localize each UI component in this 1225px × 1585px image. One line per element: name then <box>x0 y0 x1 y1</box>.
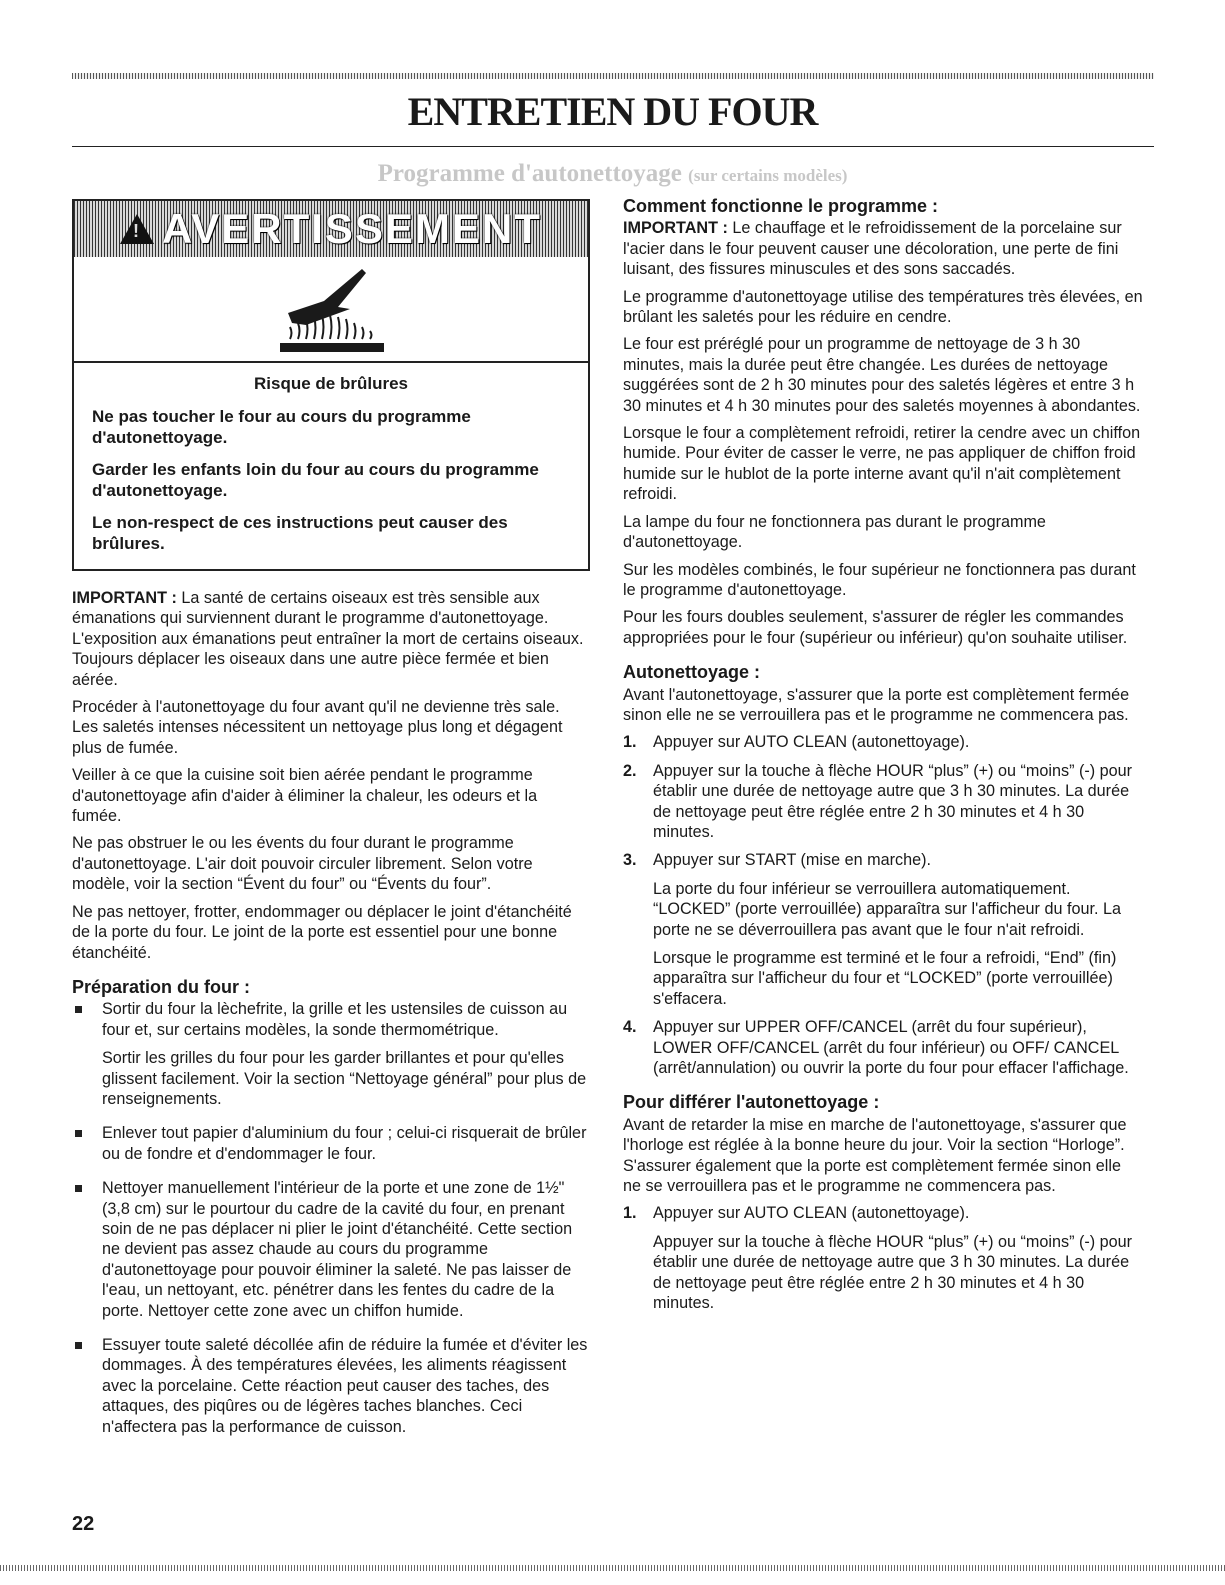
paragraph: Ne pas nettoyer, frotter, endommager ou déplacer le joint d'étanchéité de la porte du four. Le joint de la porte est essentiel pour une bonne étanchéité. <box>72 902 572 962</box>
warning-risk: Risque de brûlures <box>254 374 408 393</box>
list-item-text: Sortir du four la lèchefrite, la grille et les ustensiles de cuisson au four et, sur certains modèles, la sonde thermométrique. <box>102 1000 568 1039</box>
step-text: Appuyer sur AUTO CLEAN (autonettoyage). <box>653 1204 970 1223</box>
list-item-extra: Sortir les grilles du four pour les garder brillantes et pour qu'elles glissent facilement. Voir la section “Nettoyage général” pour plus de renseignements. <box>102 1049 587 1108</box>
paragraph: La lampe du four ne fonctionnera pas durant le programme d'autonettoyage. <box>623 512 1046 552</box>
step-item <box>623 1203 1143 1313</box>
list-item <box>72 1178 590 1321</box>
paragraph: Le programme d'autonettoyage utilise des températures très élevées, en brûlant les saletés pour les réduire en cendre. <box>623 287 1143 327</box>
step-item <box>623 850 1143 1009</box>
section-subtitle: (sur certains modèles) <box>688 166 848 185</box>
list-item <box>72 1335 590 1437</box>
important-text: La santé de certains oiseaux est très sensible aux émanations qui surviennent durant le programme d'autonettoyage. L'exposition aux émanations peut entraîner la mort de certains oiseaux. Toujours déplacer les oiseaux dans une autre pièce fermée et bien aérée. <box>72 589 584 689</box>
delay-intro: Avant de retarder la mise en marche de l'autonettoyage, s'assurer que l'horloge est réglée à la bonne heure du jour. Voir la section “Horloge”. S'assurer également que la porte est complètement fermée sinon elle ne se verrouillera pas et le programme ne commencera pas. <box>623 1115 1127 1196</box>
hand-burn-icon <box>266 263 396 355</box>
step-extra: La porte du four inférieur se verrouillera automatiquement. “LOCKED” (porte verrouillée) apparaîtra sur l'afficheur du four. La porte ne se déverrouillera pas avant que le four n'ait refroidi. <box>653 879 1121 939</box>
warning-triangle-icon: ! <box>120 214 154 244</box>
step-item <box>623 1017 1143 1078</box>
section-title <box>0 160 1225 188</box>
delay-steps <box>623 1203 1143 1313</box>
step-text: Appuyer sur la touche à flèche HOUR “plus” (+) ou “moins” (-) pour établir une durée de nettoyage autre que 3 h 30 minutes. La durée de nettoyage peut être réglée entre 2 h 30 minutes et 4 h 30 minutes. <box>653 761 1133 841</box>
step-number: 2. <box>623 761 637 780</box>
step-number: 1. <box>623 733 637 752</box>
warning-line-2: Garder les enfants loin du four au cours du programme d'autonettoyage. <box>92 460 539 500</box>
page-number: 22 <box>72 1513 95 1535</box>
auto-intro: Avant l'autonettoyage, s'assurer que la porte est complètement fermée sinon elle ne se verrouillera pas et le programme ne commencera pas. <box>623 685 1130 724</box>
warning-line-1: Ne pas toucher le four au cours du programme d'autonettoyage. <box>92 407 471 447</box>
step-number: 4. <box>623 1018 637 1037</box>
list-item <box>72 1123 590 1164</box>
how-important <box>623 218 1143 279</box>
step-extra: Appuyer sur la touche à flèche HOUR “plus” (+) ou “moins” (-) pour établir une durée de nettoyage autre que 3 h 30 minutes. La durée de nettoyage peut être réglée entre 2 h 30 minutes et 4 h 30 minutes. <box>653 1232 1133 1313</box>
paragraph: Lorsque le four a complètement refroidi, retirer la cendre avec un chiffon humide. Pour éviter de casser le verre, ne pas appliquer de chiffon froid humide sur le hublot de la porte interne avant qu'il n'ait complètement refroidi. <box>623 424 1141 504</box>
paragraph: Le four est préréglé pour un programme de nettoyage de 3 h 30 minutes, mais la durée peut être changée. Les durées de nettoyage suggérées sont de 2 h 30 minutes pour des saletés légères et entre 3 h 30 minutes et 4 h 30 minutes pour des saletés moyennes à abondantes. <box>623 335 1141 415</box>
list-item <box>72 999 590 1109</box>
step-item <box>623 732 1143 752</box>
how-important-label: IMPORTANT : <box>623 219 728 238</box>
paragraph: Pour les fours doubles seulement, s'assurer de régler les commandes appropriées pour le four (supérieur ou inférieur) qu'on souhaite utiliser. <box>623 608 1128 647</box>
warning-header-text: AVERTISSEMENT <box>162 205 542 252</box>
auto-heading: Autonettoyage : <box>623 662 760 683</box>
warning-box <box>72 199 590 571</box>
section-title-text: Programme d'autonettoyage <box>377 160 682 187</box>
paragraph: Veiller à ce que la cuisine soit bien aérée pendant le programme d'autonettoyage afin d'aider à éliminer la chaleur, les odeurs et la fumée. <box>72 766 538 826</box>
page-title: ENTRETIEN DU FOUR <box>407 89 818 134</box>
important-note <box>72 588 590 690</box>
title-divider <box>72 146 1154 147</box>
step-number: 1. <box>623 1204 637 1223</box>
right-column <box>623 196 1143 1322</box>
paragraph: Sur les modèles combinés, le four supérieur ne fonctionnera pas durant le programme d'autonettoyage. <box>623 560 1136 599</box>
step-text: Appuyer sur AUTO CLEAN (autonettoyage). <box>653 733 970 752</box>
delay-heading: Pour différer l'autonettoyage : <box>623 1092 880 1113</box>
paragraph: Ne pas obstruer le ou les évents du four durant le programme d'autonettoyage. L'air doit pouvoir circuler librement. Selon votre modèle, voir la section “Évent du four” ou “Évents du four”. <box>72 834 533 894</box>
left-column <box>72 588 590 1451</box>
important-label: IMPORTANT : <box>72 589 177 607</box>
auto-steps <box>623 732 1143 1078</box>
step-number: 3. <box>623 851 637 870</box>
prep-heading: Préparation du four : <box>72 976 251 997</box>
step-text: Appuyer sur START (mise en marche). <box>653 851 931 870</box>
paragraph: Procéder à l'autonettoyage du four avant qu'il ne devienne très sale. Les saletés intenses nécessitent un nettoyage plus long et dégagent plus de fumée. <box>72 698 563 757</box>
list-item-text: Nettoyer manuellement l'intérieur de la porte et une zone de 1½" (3,8 cm) sur le pourtour du cadre de la cavité du four, en prenant soin de ne pas déplacer ni plier le joint d'étanchéité. Cette section ne devient pas assez chaude au cours du programme d'autonettoyage pour pouvoir éliminer la saleté. Ne pas laisser de l'eau, un nettoyant, etc. pénétrer dans les fentes du cadre de la porte. Nettoyer cette zone avec un chiffon humide. <box>102 1179 573 1320</box>
how-heading: Comment fonctionne le programme : <box>623 196 939 216</box>
warning-header <box>74 201 588 257</box>
how-important-text: Le chauffage et le refroidissement de la porcelaine sur l'acier dans le four peuvent causer une décoloration, une perte de fini luisant, des fissures minuscules et des sons saccadés. <box>623 219 1122 279</box>
list-item-text: Enlever tout papier d'aluminium du four ; celui-ci risquerait de brûler ou de fondre et d'endommager le four. <box>102 1124 587 1163</box>
top-decorative-band <box>72 73 1154 79</box>
step-text: Appuyer sur UPPER OFF/CANCEL (arrêt du four supérieur), LOWER OFF/CANCEL (arrêt du four inférieur) ou OFF/ CANCEL (arrêt/annulation) ou ouvrir la porte du four pour effacer l'affichage. <box>653 1018 1129 1078</box>
bottom-decorative-band <box>0 1565 1225 1571</box>
warning-body <box>74 363 588 554</box>
warning-image <box>74 257 588 363</box>
warning-line-3: Le non-respect de ces instructions peut causer des brûlures. <box>92 513 508 553</box>
step-item <box>623 761 1143 843</box>
prep-list <box>72 999 590 1437</box>
list-item-text: Essuyer toute saleté décollée afin de réduire la fumée et d'éviter les dommages. À des températures élevées, les aliments réagissent avec la porcelaine. Cette réaction peut causer des taches, des attaques, des piqûres ou de légères taches blanches. Ceci n'affectera pas la performance de cuisson. <box>102 1336 588 1436</box>
step-extra: Lorsque le programme est terminé et le four a refroidi, “End” (fin) apparaîtra sur l'afficheur du four et “LOCKED” (porte verrouillée) s'effacera. <box>653 949 1117 1008</box>
